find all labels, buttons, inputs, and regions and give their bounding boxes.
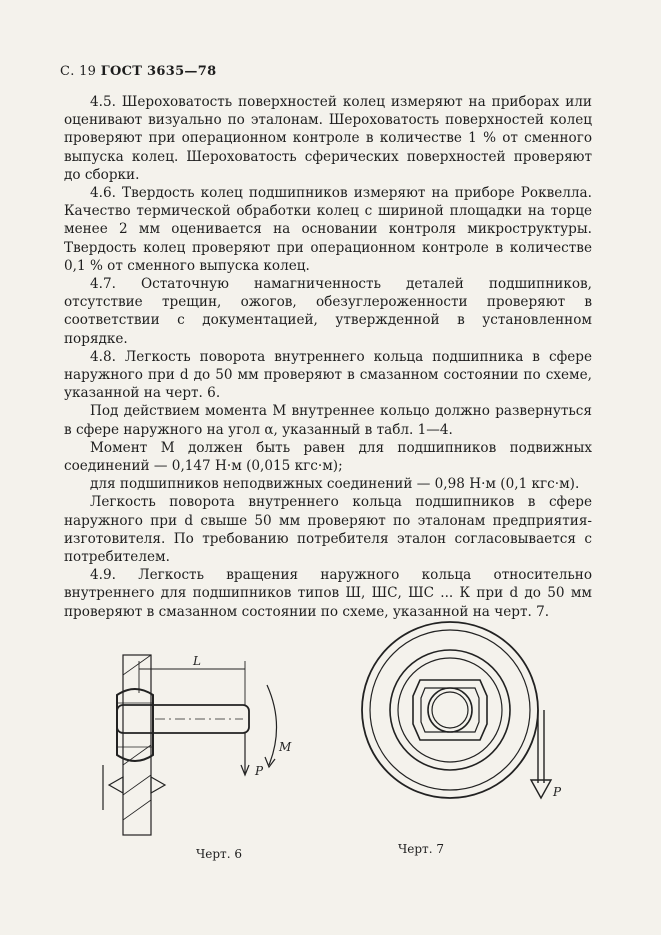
- paragraph-moment-rotation: Под действием момента M внутреннее кольцо должно развернуться в сфере наружного на угол α, указанный в табл. 1—4.: [64, 403, 592, 438]
- standard-number: ГОСТ 3635—78: [100, 64, 217, 79]
- paragraph-over-50mm: Легкость поворота внутреннего кольца подшипников в сфере наружного при d свыше 50 мм проверяют по эталонам предприятия-изготовителя. По требованию потребителя эталон согласовывается с потребителем.: [64, 494, 592, 566]
- document-body: [64, 93, 592, 621]
- paragraph-4-8: 4.8. Легкость поворота внутреннего кольца подшипника в сфере наружного при d до 50 мм проверяют в смазанном состоянии по схеме, указанной на черт. 6.: [64, 348, 592, 402]
- page-header: [60, 64, 216, 79]
- figure-7-diagram: [335, 618, 565, 803]
- label-L: L: [193, 654, 201, 668]
- label-P-fig7: P: [553, 785, 562, 799]
- paragraph-4-6: 4.6. Твердость колец подшипников измеряют на приборе Роквелла. Качество термической обработки колец с шириной площадки на торце менее 2 мм оценивается на основании контроля микроструктуры. Твердость колец проверяют при операционном контроле в количестве 0,1 % от сменного выпуска колец.: [64, 185, 592, 274]
- paragraph-moment-fixed: для подшипников неподвижных соединений — 0,98 Н·м (0,1 кгс·м).: [90, 476, 580, 493]
- paragraph-4-9: 4.9. Легкость вращения наружного кольца относительно внутреннего для подшипников типов Ш, ШС, ШС ... К при d до 50 мм проверяют в смазанном состоянии по схеме, указанной на черт. 7.: [64, 567, 592, 620]
- label-P-fig6: P: [255, 764, 264, 778]
- label-M: M: [279, 740, 292, 754]
- paragraph-moment-mobile: Момент M должен быть равен для подшипников подвижных соединений — 0,147 Н·м (0,015 кгс·м);: [64, 439, 592, 475]
- figure-6-diagram: [95, 645, 310, 845]
- page-number: С. 19: [60, 64, 97, 79]
- paragraph-4-5: 4.5. Шероховатость поверхностей колец измеряют на приборах или оценивают визуально по эталонам. Шероховатость поверхностей колец проверяют при операционном контроле в количестве 1 % от сменного выпуска колец. Шероховатость сферических поверхностей проверяют до сборки.: [64, 94, 592, 183]
- paragraph-4-7: 4.7. Остаточную намагниченность деталей подшипников, отсутствие трещин, ожогов, обезуглероженности проверяют в соответствии с документацией, утвержденной в установленном порядке.: [64, 276, 592, 347]
- caption-figure-7: Черт. 7: [398, 842, 444, 856]
- caption-figure-6: Черт. 6: [196, 847, 242, 861]
